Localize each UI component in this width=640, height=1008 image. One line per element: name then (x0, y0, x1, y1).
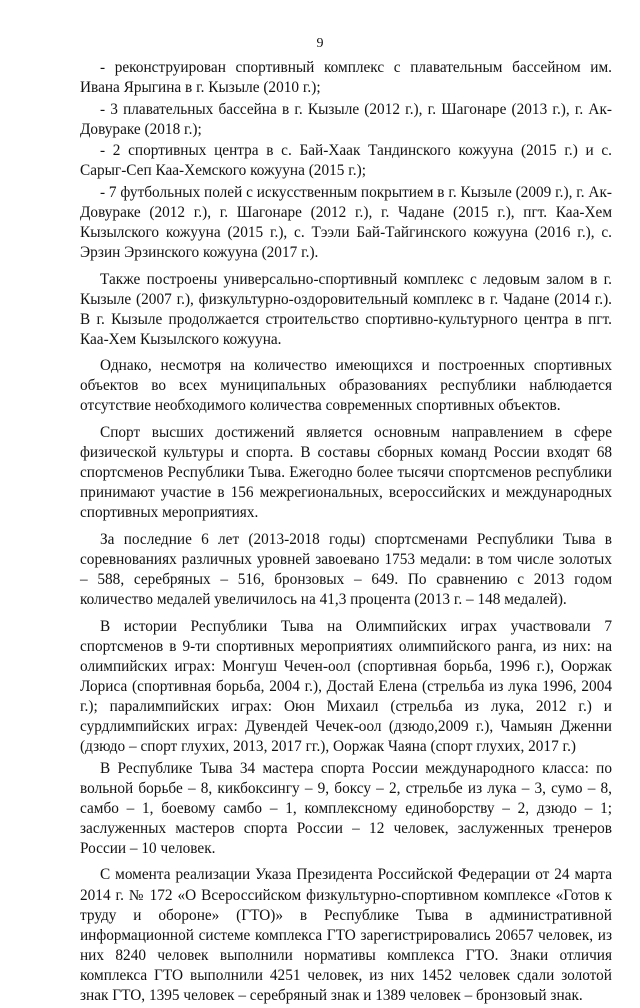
page-number: 9 (316, 36, 324, 51)
paragraph-lack-of-facilities: Однако, несмотря на количество имеющихся и построенных спортивных объектов во всех муниципальных образованиях республики наблюдается отсутствие необходимого количества современных спортивных объектов. (80, 357, 612, 415)
paragraph-elite-sport: Спорт высших достижений является основным направлением в сфере физической культуры и спорта. В составы сборных команд России входят 68 спортсменов Республики Тыва. Ежегодно более тысячи спортсменов республики принимают участие в 156 межрегиональных, всероссийских и международных спортивных мероприятиях. (80, 423, 612, 522)
paragraph-masters-of-sport: В Республике Тыва 34 мастера спорта России международного класса: по вольной борьбе – 8, кикбоксингу – 9, боксу – 2, стрельбе из лука – 3, сумо – 8, самбо – 1, боевому самбо – 1, комплексному единоборству – 2, дзюдо – 1; заслуженных мастеров спорта России – 12 человек, заслуженных тренеров России – 10 человек. (80, 759, 612, 857)
list-item-sports-centers: - 2 спортивных центра в с. Бай-Хаак Тандинского кожууна (2015 г.) и с. Сарыг-Сеп Каа-Хемского кожууна (2015 г.); (80, 142, 612, 180)
paragraph-gto-complex: С момента реализации Указа Президента Российской Федерации от 24 марта 2014 г. № 172 «О Всероссийском физкультурно-спортивном комплексе «Готов к труду и обороне» (ГТО)» в Республике Тыва в административной информационной системе комплекса ГТО зарегистрировались 20657 человек, из них 8240 человек выполнили нормативы комплекса ГТО. Знаки отличия комплекса ГТО выполнили 4251 человек, из них 1452 человек сдали золотой знак ГТО, 1395 человек – серебряный знак и 1389 человек – бронзовый знак. (80, 866, 612, 1005)
list-item-football-fields: - 7 футбольных полей с искусственным покрытием в г. Кызыле (2009 г.), г. Ак-Довураке (2012 г.), г. Шагонаре (2012 г.), г. Чадане (2015 г.), пгт. Каа-Хем Кызылского кожууна (2015 г.), с. Тээли Бай-Тайгинского кожууна (2016 г.), с. Эрзин Эрзинского кожууна (2017 г.). (80, 183, 612, 262)
list-item-reconstructed-complex: - реконструирован спортивный комплекс с плавательным бассейном им. Ивана Ярыгина в г. Кызыле (2010 г.); (80, 59, 612, 97)
paragraph-olympic-history: В истории Республики Тыва на Олимпийских играх участвовали 7 спортсменов в 9-ти спортивных мероприятиях олимпийского ранга, из них: на олимпийских играх: Монгуш Чечен-оол (спортивная борьба, 1996 г.), Ооржак Лориса (спортивная борьба, 2004 г.), Достай Елена (стрельба из лука 1996, 2004 г.); паралимпийских играх: Оюн Михаил (стрельба из лука, 2012 г.) и сурдлимпийских играх: Дувендей Чечек-оол (дзюдо,2009 г.), Чамыян Дженни (дзюдо – спорт глухих, 2013, 2017 гг.), Ооржак Чаяна (спорт глухих, 2017 г.) (80, 617, 612, 756)
paragraph-medals: За последние 6 лет (2013-2018 годы) спортсменами Республики Тыва в соревнованиях различных уровней завоевано 1753 медали: в том числе золотых – 588, серебряных – 516, бронзовых – 649. По сравнению с 2013 годом количество медалей увеличилось на 41,3 процента (2013 г. – 148 медалей). (80, 530, 612, 609)
paragraph-also-built: Также построены универсально-спортивный комплекс с ледовым залом в г. Кызыле (2007 г.), физкультурно-оздоровительный комплекс в г. Чадане (2014 г.). В г. Кызыле продолжается строительство спортивно-культурного центра в пгт. Каа-Хем Кызылского кожууна. (80, 270, 612, 348)
document-body (80, 58, 612, 1008)
list-item-swimming-pools: - 3 плавательных бассейна в г. Кызыле (2012 г.), г. Шагонаре (2013 г.), г. Ак-Довураке (2018 г.); (80, 100, 612, 138)
